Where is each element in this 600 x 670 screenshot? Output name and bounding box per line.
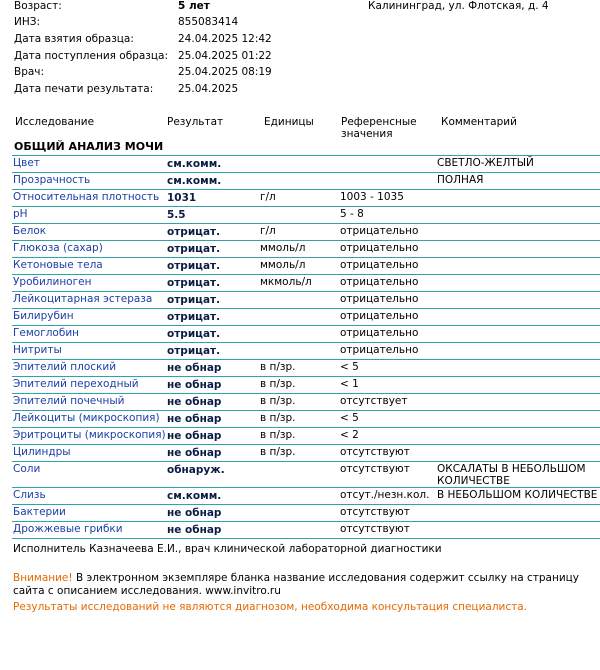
test-result: 1031	[167, 192, 197, 204]
test-name: Бактерии	[13, 506, 66, 518]
disclaimer-text: Результаты исследований не являются диагнозом, необходима консультация специалиста.	[13, 601, 528, 613]
test-unit: ммоль/л	[260, 242, 306, 254]
test-reference: < 5	[340, 361, 359, 373]
test-reference: 1003 - 1035	[340, 191, 404, 203]
test-result: отрицат.	[167, 294, 221, 306]
test-reference: отрицательно	[340, 310, 419, 322]
test-comment: В НЕБОЛЬШОМ КОЛИЧЕСТВЕ	[437, 489, 598, 501]
table-row	[12, 241, 600, 258]
table-row	[12, 173, 600, 190]
test-result: отрицат.	[167, 226, 221, 238]
test-name: Уробилиноген	[13, 276, 92, 288]
test-name: Эпителий плоский	[13, 361, 117, 373]
test-name: Слизь	[13, 489, 46, 501]
test-comment: ОКСАЛАТЫ В НЕБОЛЬШОМ КОЛИЧЕСТВЕ	[437, 463, 586, 487]
test-result: см.комм.	[167, 490, 222, 502]
table-row	[12, 343, 600, 360]
sample-taken-value: 24.04.2025 12:42	[178, 33, 272, 45]
notice-block	[13, 572, 600, 598]
test-unit: ммоль/л	[260, 259, 306, 271]
table-row	[12, 505, 600, 522]
test-result: 5.5	[167, 209, 186, 221]
test-name: Цвет	[13, 157, 40, 169]
test-comment: СВЕТЛО-ЖЕЛТЫЙ	[437, 157, 534, 169]
test-result: не обнар	[167, 413, 222, 425]
table-row	[12, 190, 600, 207]
notice-warning-word: Внимание!	[13, 572, 73, 584]
table-row	[12, 224, 600, 241]
test-name: Лейкоцитарная эстераза	[13, 293, 153, 305]
test-result: см.комм.	[167, 158, 222, 170]
test-reference: отрицательно	[340, 344, 419, 356]
table-row	[12, 394, 600, 411]
test-reference: < 5	[340, 412, 359, 424]
test-unit: в п/зр.	[260, 446, 296, 458]
test-name: Лейкоциты (микроскопия)	[13, 412, 160, 424]
test-name: Относительная плотность	[13, 191, 160, 203]
table-row	[12, 326, 600, 343]
test-name: Соли	[13, 463, 41, 475]
table-row	[12, 207, 600, 224]
test-result: не обнар	[167, 430, 222, 442]
inz-label: ИНЗ:	[14, 16, 41, 28]
table-row	[12, 360, 600, 377]
test-name: Билирубин	[13, 310, 74, 322]
notice-text: В электронном экземпляре бланка название исследования содержит ссылку на страницу сайта с описанием исследования. www.invitro.ru	[13, 572, 580, 597]
test-unit: мкмоль/л	[260, 276, 312, 288]
doctor-value: 25.04.2025 08:19	[178, 66, 272, 78]
test-result: отрицат.	[167, 345, 221, 357]
table-row	[12, 156, 600, 173]
table-row	[12, 275, 600, 292]
test-name: Эпителий переходный	[13, 378, 139, 390]
test-name: Белок	[13, 225, 47, 237]
table-row	[12, 309, 600, 326]
test-reference: отсутствуют	[340, 446, 410, 458]
test-unit: г/л	[260, 225, 276, 237]
test-unit: в п/зр.	[260, 412, 296, 424]
test-name: Цилиндры	[13, 446, 71, 458]
age-value: 5 лет	[178, 0, 210, 12]
test-result: отрицат.	[167, 311, 221, 323]
test-reference: отрицательно	[340, 276, 419, 288]
test-comment: ПОЛНАЯ	[437, 174, 484, 186]
test-result: отрицат.	[167, 328, 221, 340]
test-unit: г/л	[260, 191, 276, 203]
table-row	[12, 462, 600, 488]
inz-value: 855083414	[178, 16, 239, 28]
test-result: не обнар	[167, 379, 222, 391]
table-row	[12, 377, 600, 394]
test-reference: отсутствуют	[340, 506, 410, 518]
print-date-label: Дата печати результата:	[14, 83, 154, 95]
test-reference: < 2	[340, 429, 359, 441]
column-header-comment: Комментарий	[441, 116, 517, 128]
test-result: см.комм.	[167, 175, 222, 187]
test-name: Эпителий почечный	[13, 395, 125, 407]
test-result: не обнар	[167, 507, 222, 519]
print-date-value: 25.04.2025	[178, 83, 239, 95]
test-name: pH	[13, 208, 28, 220]
lab-address: Калининград, ул. Флотская, д. 4	[368, 0, 549, 12]
test-unit: в п/зр.	[260, 395, 296, 407]
executor-note: Исполнитель Казначеева Е.И., врач клинической лабораторной диагностики	[13, 543, 442, 555]
test-name: Дрожжевые грибки	[13, 523, 123, 535]
table-row	[12, 258, 600, 275]
test-reference: отсутствует	[340, 395, 408, 407]
table-row	[12, 445, 600, 462]
test-unit: в п/зр.	[260, 429, 296, 441]
doctor-label: Врач:	[14, 66, 45, 78]
test-reference: отсутствуют	[340, 523, 410, 535]
test-result: отрицат.	[167, 243, 221, 255]
test-name: Гемоглобин	[13, 327, 80, 339]
column-header-reference: Референсные значения	[341, 116, 417, 140]
column-header-result: Результат	[167, 116, 224, 128]
test-reference: отрицательно	[340, 293, 419, 305]
test-result: не обнар	[167, 362, 222, 374]
test-reference: отрицательно	[340, 259, 419, 271]
section-title: ОБЩИЙ АНАЛИЗ МОЧИ	[14, 140, 164, 153]
table-row	[12, 488, 600, 505]
test-result: отрицат.	[167, 260, 221, 272]
sample-taken-label: Дата взятия образца:	[14, 33, 134, 45]
test-unit: в п/зр.	[260, 378, 296, 390]
test-name: Эритроциты (микроскопия)	[13, 429, 166, 441]
sample-received-label: Дата поступления образца:	[14, 50, 168, 62]
table-row	[12, 522, 600, 539]
test-result: не обнар	[167, 524, 222, 536]
test-name: Нитриты	[13, 344, 62, 356]
test-reference: отрицательно	[340, 327, 419, 339]
test-reference: 5 - 8	[340, 208, 364, 220]
test-unit: в п/зр.	[260, 361, 296, 373]
test-reference: отсут./незн.кол.	[340, 489, 430, 501]
table-row	[12, 428, 600, 445]
test-result: не обнар	[167, 447, 222, 459]
test-name: Глюкоза (сахар)	[13, 242, 103, 254]
column-header-test: Исследование	[15, 116, 95, 128]
column-header-units: Единицы	[264, 116, 314, 128]
test-result: отрицат.	[167, 277, 221, 289]
test-reference: отрицательно	[340, 225, 419, 237]
sample-received-value: 25.04.2025 01:22	[178, 50, 272, 62]
test-name: Кетоновые тела	[13, 259, 103, 271]
test-reference: < 1	[340, 378, 359, 390]
test-reference: отрицательно	[340, 242, 419, 254]
test-result: обнаруж.	[167, 464, 225, 476]
table-row	[12, 292, 600, 309]
age-label: Возраст:	[14, 0, 62, 12]
table-row	[12, 411, 600, 428]
test-name: Прозрачность	[13, 174, 91, 186]
test-result: не обнар	[167, 396, 222, 408]
test-reference: отсутствуют	[340, 463, 410, 475]
